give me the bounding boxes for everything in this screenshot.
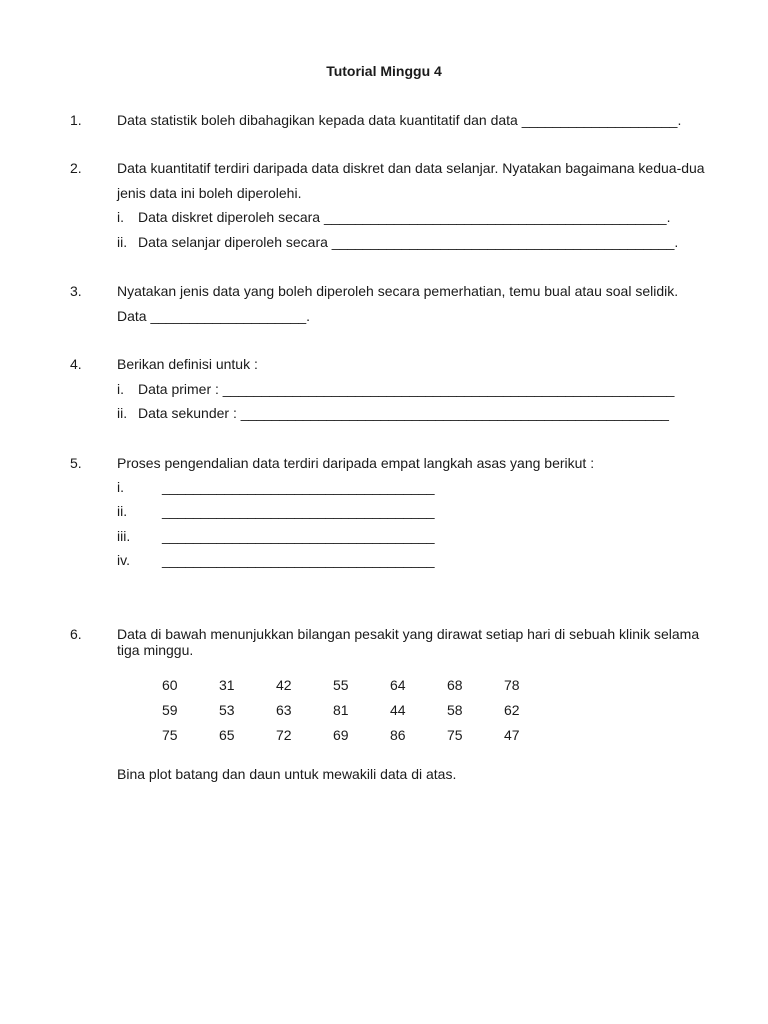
q5-item-label: i.	[117, 479, 124, 495]
q3-text-line1: Nyatakan jenis data yang boleh diperoleh secara pemerhatian, temu bual atau soal selidik.	[117, 283, 679, 299]
table-cell: 64	[390, 676, 406, 693]
q4-i-text: Data primer : __________________________________________________________	[138, 381, 675, 397]
q6-text-line2: tiga minggu.	[117, 642, 194, 658]
table-cell: 53	[219, 701, 235, 718]
table-cell: 59	[162, 701, 178, 718]
table-cell: 58	[447, 701, 463, 718]
q5-item-label: ii.	[117, 503, 128, 519]
table-cell: 78	[504, 676, 520, 693]
q6-instruction: Bina plot batang dan daun untuk mewakili data di atas.	[117, 766, 457, 782]
q2-ii-text: Data selanjar diperoleh secara ____________________________________________.	[138, 234, 679, 250]
q2-ii-label: ii.	[117, 234, 128, 250]
q2-text-line2: jenis data ini boleh diperolehi.	[117, 185, 302, 201]
q3-number: 3.	[70, 283, 82, 299]
table-cell: 65	[219, 726, 235, 743]
q5-item-blank: ___________________________________	[162, 479, 435, 495]
q6-text-line1: Data di bawah menunjukkan bilangan pesakit yang dirawat setiap hari di sebuah klinik selama	[117, 626, 700, 642]
q5-number: 5.	[70, 455, 82, 471]
q2-i-label: i.	[117, 209, 124, 225]
q4-ii-text: Data sekunder : _______________________________________________________	[138, 405, 669, 421]
q4-i-label: i.	[117, 381, 124, 397]
q2-i-text: Data diskret diperoleh secara ____________________________________________.	[138, 209, 671, 225]
q5-item-blank: ___________________________________	[162, 503, 435, 519]
q2-text-line1: Data kuantitatif terdiri daripada data diskret dan data selanjar. Nyatakan bagaimana kedua-dua	[117, 160, 705, 176]
q1-text: Data statistik boleh dibahagikan kepada data kuantitatif dan data ____________________.	[117, 112, 682, 128]
table-cell: 31	[219, 676, 235, 693]
q4-ii-label: ii.	[117, 405, 128, 421]
q5-item-blank: ___________________________________	[162, 528, 435, 544]
q4-text-line1: Berikan definisi untuk :	[117, 356, 258, 372]
table-cell: 75	[162, 726, 178, 743]
table-cell: 62	[504, 701, 520, 718]
table-cell: 60	[162, 676, 178, 693]
q1-number: 1.	[70, 112, 82, 128]
q5-item-label: iii.	[117, 528, 131, 544]
page-title: Tutorial Minggu 4	[326, 63, 442, 79]
table-cell: 63	[276, 701, 292, 718]
table-row	[150, 722, 549, 747]
table-cell: 55	[333, 676, 349, 693]
q5-item-blank: ___________________________________	[162, 552, 435, 568]
patient-data-table	[150, 672, 549, 747]
table-row	[150, 672, 549, 697]
table-cell: 69	[333, 726, 349, 743]
table-cell: 47	[504, 726, 520, 743]
q2-number: 2.	[70, 160, 82, 176]
table-cell: 86	[390, 726, 406, 743]
table-cell: 72	[276, 726, 292, 743]
q4-number: 4.	[70, 356, 82, 372]
q3-text-line2: Data ____________________.	[117, 308, 311, 324]
q5-item-label: iv.	[117, 552, 130, 568]
table-cell: 68	[447, 676, 463, 693]
q6-number: 6.	[70, 626, 82, 642]
table-row	[150, 697, 549, 722]
table-cell: 81	[333, 701, 349, 718]
q5-text-line1: Proses pengendalian data terdiri daripada empat langkah asas yang berikut :	[117, 455, 595, 471]
table-cell: 42	[276, 676, 292, 693]
table-cell: 44	[390, 701, 406, 718]
table-cell: 75	[447, 726, 463, 743]
